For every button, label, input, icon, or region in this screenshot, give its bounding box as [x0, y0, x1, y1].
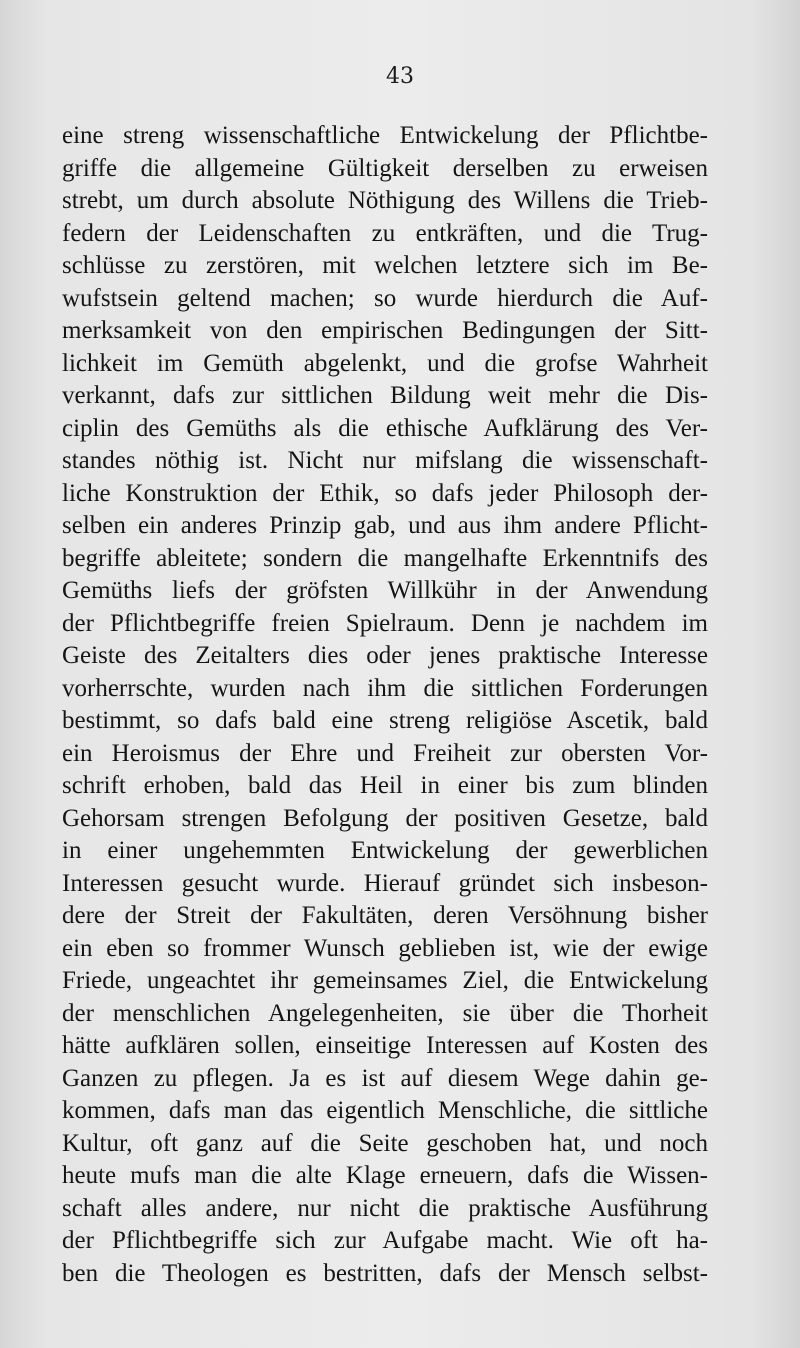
text-line: ben die Theologen es bestritten, dafs der Mensch selbst-	[62, 1259, 708, 1287]
text-line: in einer ungehemmten Entwickelung der gewerblichen	[62, 837, 708, 864]
text-line: lichkeit im Gemüth abgelenkt, und die grofse Wahrheit	[62, 349, 708, 377]
text-line: kommen, dafs man das eigentlich Menschliche, die sittliche	[62, 1097, 708, 1124]
text-line: eine streng wissenschaftliche Entwickelung der Pflichtbe-	[62, 122, 708, 149]
text-line: der menschlichen Angelegenheiten, sie über die Thorheit	[62, 999, 708, 1027]
text-line: hätte aufklären sollen, einseitige Interessen auf Kosten des	[62, 1032, 708, 1059]
text-line: standes nöthig ist. Nicht nur mifslang die wissenschaft-	[62, 447, 708, 474]
body-text	[62, 120, 708, 1290]
text-line: Gemüths liefs der gröfsten Willkühr in der Anwendung	[62, 577, 708, 604]
text-line: ein Heroismus der Ehre und Freiheit zur obersten Vor-	[62, 739, 708, 767]
text-line: begriffe ableitete; sondern die mangelhafte Erkenntnifs des	[62, 544, 708, 572]
text-line: ein eben so frommer Wunsch geblieben ist, wie der ewige	[62, 934, 708, 962]
text-line: Friede, ungeachtet ihr gemeinsames Ziel, die Entwickelung	[62, 967, 708, 994]
text-line: Gehorsam strengen Befolgung der positiven Gesetze, bald	[62, 804, 708, 832]
text-line: verkannt, dafs zur sittlichen Bildung weit mehr die Dis-	[62, 382, 708, 409]
text-line: federn der Leidenschaften zu entkräften, und die Trug-	[62, 219, 708, 247]
text-line: heute mufs man die alte Klage erneuern, dafs die Wissen-	[62, 1162, 708, 1189]
text-line: schrift erhoben, bald das Heil in einer bis zum blinden	[62, 772, 708, 799]
text-line: strebt, um durch absolute Nöthigung des Willens die Trieb-	[62, 187, 708, 214]
text-line: bestimmt, so dafs bald eine streng religiöse Ascetik, bald	[62, 707, 708, 734]
text-line: selben ein anderes Prinzip gab, und aus ihm andere Pflicht-	[62, 512, 708, 539]
text-line: der Pflichtbegriffe freien Spielraum. Denn je nachdem im	[62, 609, 708, 637]
text-line: Kultur, oft ganz auf die Seite geschoben hat, und noch	[62, 1129, 708, 1157]
text-line: merksamkeit von den empirischen Bedingungen der Sitt-	[62, 317, 708, 344]
text-line: schaft alles andere, nur nicht die praktische Ausführung	[62, 1194, 708, 1222]
page-number: 43	[386, 64, 414, 89]
text-line: Interessen gesucht wurde. Hierauf gründet sich insbeson-	[62, 869, 708, 897]
text-line: ciplin des Gemüths als die ethische Aufklärung des Ver-	[62, 414, 708, 442]
text-line: liche Konstruktion der Ethik, so dafs jeder Philosoph der-	[62, 479, 708, 507]
text-line: der Pflichtbegriffe sich zur Aufgabe macht. Wie oft ha-	[62, 1227, 708, 1254]
text-line: Ganzen zu pflegen. Ja es ist auf diesem Wege dahin ge-	[62, 1064, 708, 1092]
text-line: griffe die allgemeine Gültigkeit derselben zu erweisen	[62, 154, 708, 182]
text-line: schlüsse zu zerstören, mit welchen letztere sich im Be-	[62, 252, 708, 279]
text-line: dere der Streit der Fakultäten, deren Versöhnung bisher	[62, 902, 708, 929]
text-line: Geiste des Zeitalters dies oder jenes praktische Interesse	[62, 642, 708, 669]
text-line: vorherrschte, wurden nach ihm die sittlichen Forderungen	[62, 674, 708, 702]
text-line: wufstsein geltend machen; so wurde hierdurch die Auf-	[62, 284, 708, 312]
